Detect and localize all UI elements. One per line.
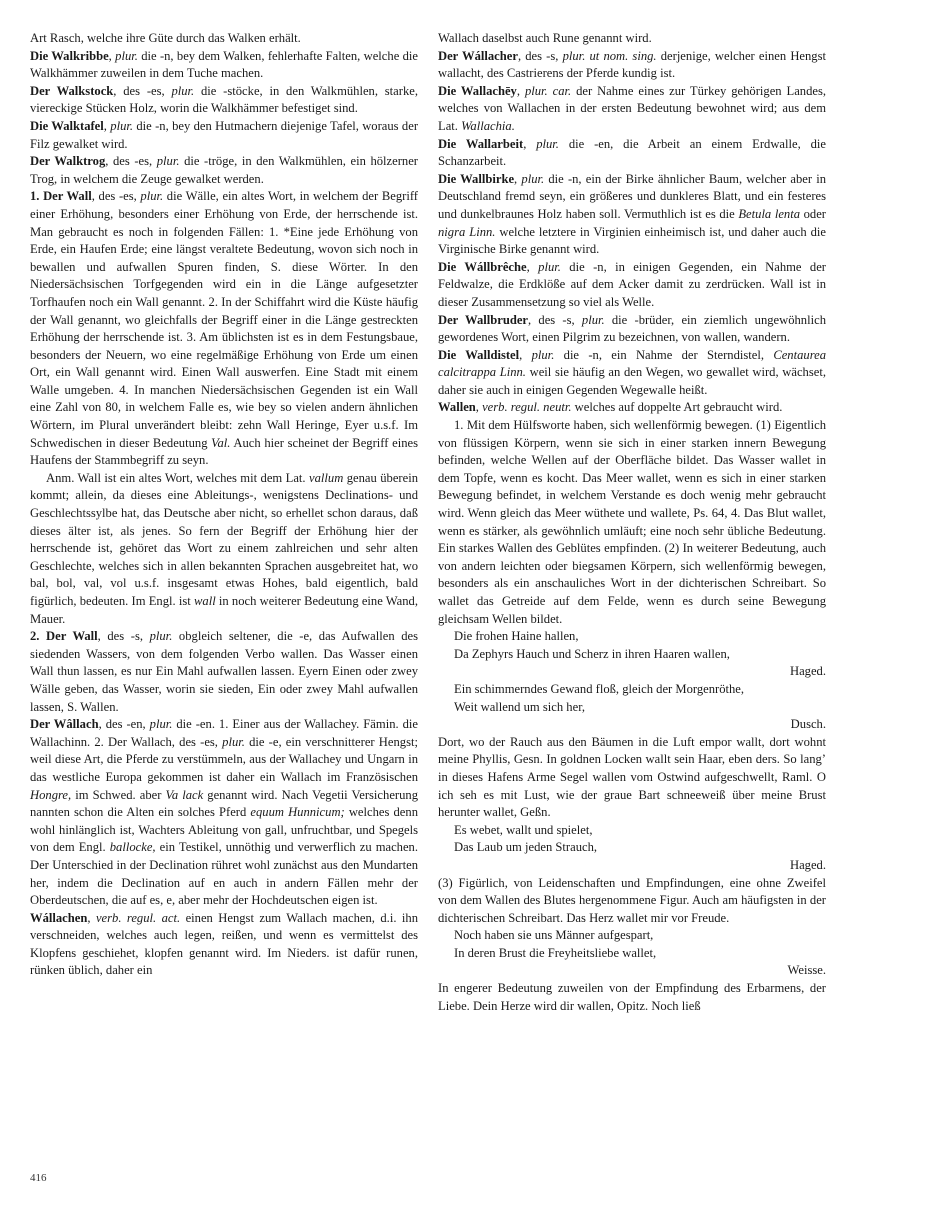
- entry-wall-2: 2. Der Wall, des -s, plur. obgleich seltener, die -e, das Aufwallen des siedenden Wassers, von dem folgenden Verbo wallen. Das Wasser einen Wall thun lassen, es nur Ein Mahl aufwallen lassen. Eyern Einen oder zwey Wälle geben, das Wasser, worin sie sieden, Ein oder zwey Mahl aufwallen lassen, S. Wallen.: [30, 629, 418, 714]
- entry-wallach: Der Wâllach, des -en, plur. die -en. 1. Einer aus der Wallachey. Fämin. die Wallachinn. 2. Der Wallach, des -es, plur. die -e, ein verschnitterer Hengst; weil diese Art, die Pferde zu verstümmeln, aus der Wallachey und Ungarn in das westliche Europa gekommen ist daher ein Wallach im Französischen Hongre, im Schwed. aber Va lack genannt wird. Nach Vegetii Versicherung nannten schon die Alten ein solches Pferd equum Hunnicum; welches denn wohl hinlänglich ist, Wachters Ableitung von gall, unfruchtbar, und Spegels von dem Engl. ballocke, ein Testikel, unnöthig und verwerflich zu machen. Der Unterschied in der Declination rühret wohl zunächst aus den Mundarten her, indem die Declination auf en auch in andern Fällen mehr der Oberdeutschen, die auf es, e, aber mehr der Hochdeutschen eigen ist.: [30, 717, 419, 908]
- headword: Die Wállbrêche: [438, 259, 527, 274]
- headword: Der Wállacher: [438, 48, 518, 63]
- headword: Die Wallarbeit: [438, 136, 524, 151]
- verse-author: Dusch.: [790, 717, 826, 732]
- left-column: [30, 30, 418, 980]
- verse-author: Weisse.: [787, 963, 826, 978]
- headword: Der Walkstock: [30, 83, 114, 98]
- verse-line: Die frohen Haine hallen,: [454, 629, 579, 644]
- annotation-wall: Anm. Wall ist ein altes Wort, welches mit dem Lat. vallum genau überein kommt; allein, da dieses eine Ableitungs-, wenigstens Declinations- und Geschlechtssylbe hat, das Deutsche aber nicht, so erhellet schon daraus, daß dieses älter ist, als jenes. So fern der Begriff der Erhöhung hier der herrschende ist, gehöret das Wort zu einem zahlreichen und sehr alten Geschlechte, welches sich in allen bekannten Sprachen ausgebreitet hat, wo bal, bol, val, vol u.s.f. insgesamt etwas Hohes, bald eigentlich, bald figürlich, bedeuten. Im Engl. ist wall in noch weiterer Bedeutung eine Wand, Mauer.: [30, 470, 419, 626]
- verse-line: Noch haben sie uns Männer aufgespart,: [454, 928, 654, 943]
- wallen-figurative: (3) Figürlich, von Leidenschaften und Empfindungen, eine ohne Zweifel von dem Wallen des Blutes hergenommene Figur. Auch am häufigsten in der dichterischen Schreibart. Das Herz wallet mir vor Freude.: [438, 875, 826, 925]
- wallen-sense-1: 1. Mit dem Hülfsworte haben, sich wellenförmig bewegen. (1) Eigentlich von flüssigen Körpern, wenn sie sich in einer starken innern Bewegung befinden, welche Wellen auf der Oberfläche bildet. Das Wasser wallet in dem Topfe, wenn es kocht. Das Meer wallet, wenn es sich in einer starken Bewegung befindet, in welchem Verstande es doch wenig mehr gebraucht wird. Wenn gleich das Meer wüthete und wallete, Ps. 64, 4. Das Blut wallet, wenn es stärker, als gewöhnlich umläuft; eine noch sehr übliche Bedeutung. Ein starkes Wallen des Geblütes empfinden. (2) In weiterer Bedeutung, auch von andern leichten oder biegsamen Körpern, sich wellenförmig bewegen, besonders als ein anschauliches Wort in der dichterischen Schreibart. So wallet das Getreide auf dem Felde, wenn es durch seine Bewegung gleichsam Wellen bildet.: [438, 418, 826, 626]
- headword: Die Walldistel: [438, 347, 520, 362]
- entry-continuation: Wallach daselbst auch Rune genannt wird.: [438, 31, 652, 45]
- verse-line: Ein schimmerndes Gewand floß, gleich der Morgenröthe,: [454, 681, 745, 696]
- entry-wallbirke: Die Wallbirke, plur. die -n, ein der Birke ähnlicher Baum, welcher aber in Deutschland fremd seyn, ein größeres und dunkleres Blatt, und ein festeres und dunkelbraunes Holz haben soll. Vermuthlich ist es die Betula lenta oder nigra Linn. welche letztere in Virginien einheimisch ist, und daher auch die Virginische Birke genannt wird.: [438, 171, 827, 257]
- headword: 1. Der Wall: [30, 189, 92, 204]
- headword: Wallen: [438, 400, 476, 415]
- headword: Wállachen: [30, 910, 88, 925]
- entry-wallarbeit: Die Wallarbeit, plur. die -en, die Arbeit an einem Erdwalle, die Schanzarbeit.: [438, 136, 826, 169]
- headword: Die Walkribbe: [30, 48, 109, 63]
- verse-line: Das Laub um jeden Strauch,: [454, 840, 598, 855]
- headword: Die Wallbirke: [438, 171, 515, 186]
- entry-walkstock: Der Walkstock, des -es, plur. die -stöcke, in den Walkmühlen, starke, viereckige Stücken Holz, worin die Walkhämmer befestiget sind.: [30, 83, 419, 116]
- wallen-examples: Dort, wo der Rauch aus den Bäumen in die Luft empor wallt, dort wohnt meine Phyllis, Gesn. In goldnen Locken wallt sein Haar, eben ders. So lang’ in dieses Hafens Arme Segel wallen vom Ostwind aufgeschwellt, Raml. O ich seh es mit Lust, wie der graue Bart schneeweiß über meine Brust herunter wallet, Geßn.: [438, 734, 826, 820]
- headword: Die Wallachēy: [438, 83, 517, 98]
- verse-line: In deren Brust die Freyheitsliebe wallet,: [454, 945, 657, 960]
- verse-line: Es webet, wallt und spielet,: [454, 822, 593, 837]
- entry-walldistel: Die Walldistel, plur. die -n, ein Nahme der Sterndistel, Centaurea calcitrappa Linn. weil sie häufig an den Wegen, wo gewallet wird, wächset, daher sie auch in einigen Gegenden Wegewalle heißt.: [438, 347, 827, 397]
- entry-walktrog: Der Walktrog, des -es, plur. die -tröge, in den Walkmühlen, ein hölzerner Trog, in welchem die Zeuge gewalket werden.: [30, 154, 418, 186]
- headword: 2. Der Wall: [30, 629, 98, 644]
- entry-wallbruder: Der Wallbruder, des -s, plur. die -brüder, ein ziemlich ungewöhnlich gewordenes Wort, einen Pilgrim zu bezeichnen, von wallen, wandern.: [438, 312, 826, 345]
- entry-wall-1: 1. Der Wall, des -es, plur. die Wälle, ein altes Wort, in welchem der Begriff einer Erhöhung, besonders einer Erhöhung von Erde, der herrschende ist. Man gebraucht es noch in folgenden Fällen: 1. *Eine jede Erhöhung von Erde, ein Haufen Erde; eine längst veraltete Bedeutung, wovon sich noch in bewallen und aufwallen Spuren finden, S. diese Wörter. In den Niedersächsischen Torfgegenden wird ein in die Länge aufgesetzter Torfhaufen noch ein Wall genannt. 2. In der Schiffahrt wird die Küste häufig der Wall genannt, wo gleichfalls der Begriff einer in die Länge gestreckten Erhöhung der herrschende ist. 3. Am üblichsten ist es in dem Festungsbaue, besonders der Neuern, wo eine regelmäßige Erhöhung von Erde um einen Ort, ein Wall genannt wird. Einen Wall auswerfen. Eine Stadt mit einem Walle umgeben. 4. In manchen Niedersächsischen Gegenden ist ein Wall eine Zahl von 80, in welchem Falle es, wie bey so vielen andern ähnlichen Wörtern, im Plural unverändert bleibt: zehn Wall Heringe, Eyer u.s.f. Im Schwedischen in dieser Bedeutung Val. Auch hier scheinet der Begriff eines Haufens der Stammbegriff zu seyn.: [30, 189, 418, 468]
- entry-wallachey: Die Wallachēy, plur. car. der Nahme eines zur Türkey gehörigen Landes, welches von Wallachen in der ersten Bedeutung bewohnet wird; aus dem Lat. Wallachia.: [438, 83, 827, 133]
- page-number: 416: [30, 1172, 47, 1184]
- wallen-narrow-sense: In engerer Bedeutung zuweilen von der Empfindung des Erbarmens, der Liebe. Dein Herze wird dir wallen, Opitz. Noch ließ: [438, 981, 826, 1013]
- verse-line: Weit wallend um sich her,: [454, 699, 586, 714]
- verse-author: Haged.: [789, 857, 826, 872]
- right-column: [438, 30, 826, 1015]
- headword: Der Wallbruder: [438, 312, 529, 327]
- entry-wallen: Wallen, verb. regul. neutr. welches auf doppelte Art gebraucht wird.: [438, 400, 783, 415]
- headword: Der Walktrog: [30, 154, 106, 169]
- entry-continuation: Art Rasch, welche ihre Güte durch das Walken erhält.: [30, 31, 301, 45]
- entry-wallachen: Wállachen, verb. regul. act. einen Hengst zum Wallach machen, d.i. ihn verschneiden, welches auch legen, reißen, und wenn es vermittelst des Klopfens geschiehet, klopfen genannt wird. Im Nieders. ist dafür runen, rünken üblich, daher ein: [30, 910, 418, 978]
- entry-wallbreche: Die Wállbrêche, plur. die -n, in einigen Gegenden, ein Nahme der Feldwalze, die Erdklöße auf dem Acker damit zu zerdrücken. Wall ist in dieser Zusammensetzung so viel als Welle.: [438, 259, 826, 309]
- verse-line: Da Zephyrs Hauch und Scherz in ihren Haaren wallen,: [454, 646, 730, 661]
- entry-walktafel: Die Walktafel, plur. die -n, bey den Hutmachern diejenige Tafel, woraus der Filz gewalket wird.: [30, 118, 419, 151]
- headword: Die Walktafel: [30, 118, 104, 133]
- entry-walkribbe: Die Walkribbe, plur. die -n, bey dem Walken, fehlerhafte Falten, welche die Walkhämmer zuweilen in dem Tuche machen.: [30, 48, 418, 81]
- entry-wallacher: Der Wállacher, des -s, plur. ut nom. sing. derjenige, welcher einen Hengst wallacht, des Castrierens der Pferde kundig ist.: [438, 48, 826, 81]
- verse-author: Haged.: [789, 664, 826, 679]
- headword: Der Wâllach: [30, 717, 99, 732]
